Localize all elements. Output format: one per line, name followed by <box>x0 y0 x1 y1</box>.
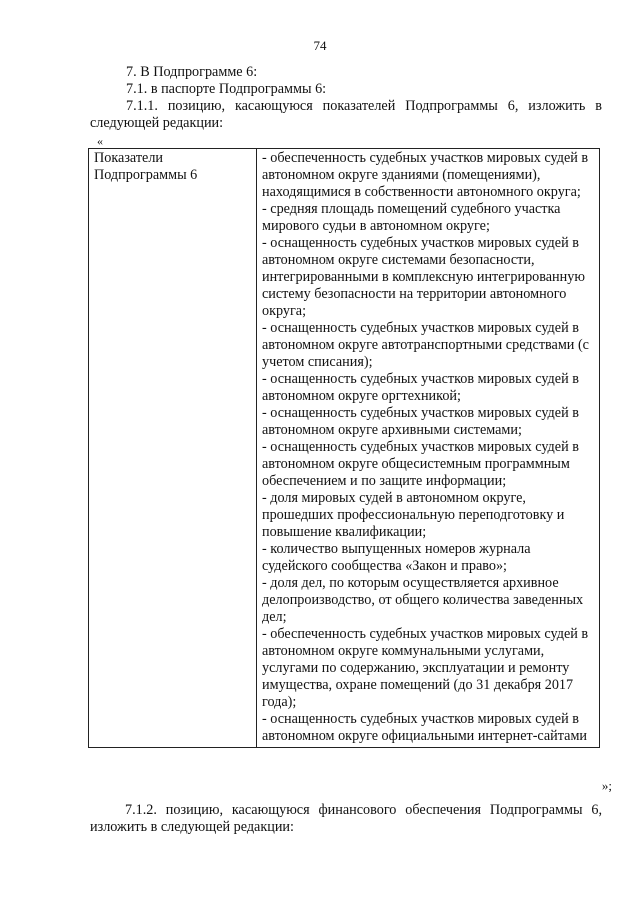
page-number: 74 <box>313 38 327 53</box>
section-7-1-1-line1: 7.1.1. позицию, касающуюся показателей Подпрограммы 6, изложить в <box>126 98 602 114</box>
indicator-item: - оснащенность судебных участков мировых судей в автономном округе оргтехникой; <box>262 371 579 404</box>
section-7-heading: 7. В Подпрограмме 6: <box>126 64 258 80</box>
indicator-item: - обеспеченность судебных участков мировых судей в автономном округе зданиями (помещениями), находящимися в собственности автономного округа; <box>262 150 589 200</box>
closing-quote-mark: »; <box>601 778 612 793</box>
indicators-label-cell: Показатели Подпрограммы 6 <box>89 149 257 748</box>
indicators-list-cell <box>257 149 600 748</box>
indicator-item: - оснащенность судебных участков мировых судей в автономном округе архивными системами; <box>262 405 579 438</box>
indicator-item: - оснащенность судебных участков мировых судей в автономном округе автотранспортными средствами (с учетом списания); <box>262 320 589 370</box>
indicator-item: - доля дел, по которым осуществляется архивное делопроизводство, от общего количества заведенных дел; <box>262 575 584 625</box>
section-7-1-heading: 7.1. в паспорте Подпрограммы 6: <box>126 81 327 97</box>
indicator-item: - обеспеченность судебных участков мировых судей в автономном округе коммунальными услугами, услугами по содержанию, эксплуатации и ремонту имущества, охране помещений (до 31 декабря 2017 года); <box>262 626 589 710</box>
indicator-item: - количество выпущенных номеров журнала судейского сообщества «Закон и право»; <box>262 541 531 574</box>
indicator-item: - оснащенность судебных участков мировых судей в автономном округе общесистемным программным обеспечением и по защите информации; <box>262 439 579 489</box>
section-7-1-1-line2: следующей редакции: <box>90 115 224 131</box>
indicator-item: - оснащенность судебных участков мировых судей в автономном округе официальными интернет-сайтами <box>262 711 588 744</box>
indicator-item: - оснащенность судебных участков мировых судей в автономном округе системами безопасности, интегрированными в комплексную интегрированную систему безопасности на территории автономного округа; <box>262 235 585 319</box>
indicator-item: - доля мировых судей в автономном округе, прошедших профессиональную переподготовку и повышение квалификации; <box>262 490 565 540</box>
indicator-item: - средняя площадь помещений судебного участка мирового судьи в автономном округе; <box>262 201 561 234</box>
indicators-table <box>88 148 600 748</box>
opening-quote-mark: « <box>97 134 103 148</box>
indicators-row <box>89 149 600 748</box>
section-7-1-2-paragraph: 7.1.2. позицию, касающуюся финансового обеспечения Подпрограммы 6, изложить в следующей редакции: <box>90 802 602 835</box>
